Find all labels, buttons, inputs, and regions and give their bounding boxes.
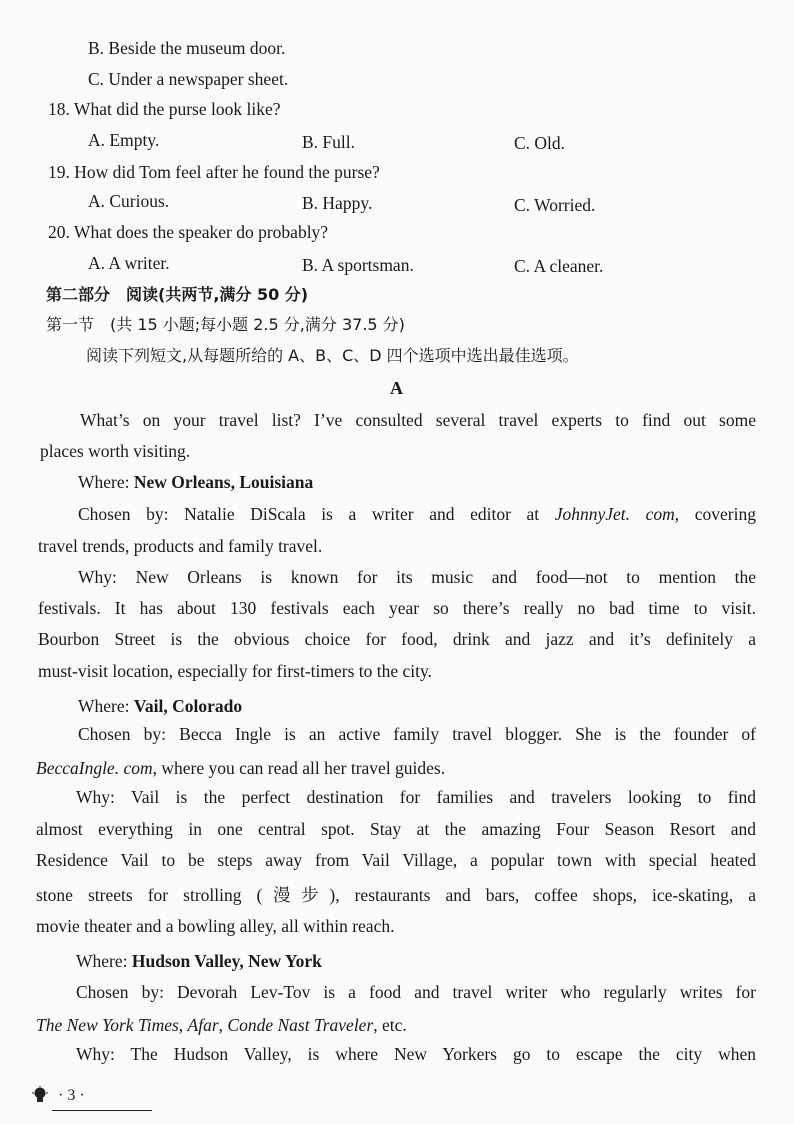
place3-why-line-1 [76,1042,756,1066]
separator: , [218,1015,228,1035]
place3-chosen-text: Devorah Lev-Tov is a food and travel writer who regularly writes for [177,982,756,1002]
place2-why-line-2: almost everything in one central spot. Stay at the amazing Four Season Resort and [36,819,756,839]
lightbulb-icon [32,1086,48,1106]
place1-name: New Orleans, Louisiana [133,472,314,492]
q18-option-a: A. Empty. [88,130,160,150]
intro-line-1: What’s on your travel list? I’ve consulted several travel experts to find out some [80,410,756,430]
place1-why-line-4: must-visit location, especially for first-timers to the city. [38,661,432,681]
q19-option-b: B. Happy. [302,193,373,213]
place2-chosen-line-2 [36,756,445,780]
chosen-label: Chosen by: [78,724,166,744]
place3-chosen-line-1 [76,980,756,1004]
place2-why-text: Vail is the perfect destination for families and travelers looking to find [131,787,756,807]
place3-chosen-line-2 [36,1013,407,1037]
intro-line-2: places worth visiting. [40,441,191,461]
place1-why-line-2: festivals. It has about 130 festivals each year so there’s really no bad time to visit. [38,598,756,618]
place2-why-line-3: Residence Vail to be steps away from Vail Village, a popular town with special heated [36,850,756,870]
place1-website: JohnnyJet. com [554,504,675,524]
place2-why-line-4: stone streets for strolling (漫步), restaurants and bars, coffee shops, ice-skating, a [36,885,756,905]
passage-letter: A [390,378,403,398]
place1-where [78,470,313,494]
separator: , [178,1015,188,1035]
where-label: Where: [78,472,130,492]
publication-tail: , etc. [373,1015,407,1035]
page-number: · 3 · [58,1087,85,1104]
section-one-heading: 第一节 (共 15 小题;每小题 2.5 分,满分 37.5 分) [46,315,405,334]
q17-option-b: B. Beside the museum door. [88,38,286,58]
q19-stem: 19. How did Tom feel after he found the purse? [48,162,380,182]
why-label: Why: [76,787,115,807]
publication-afar: Afar [187,1015,219,1035]
instruction-text: 阅读下列短文,从每题所给的 A、B、C、D 四个选项中选出最佳选项。 [86,346,579,365]
place1-why-text: New Orleans is known for its music and food—not to mention the [135,567,756,587]
place1-chosen-line-2: travel trends, products and family travel. [38,536,323,556]
place1-why-line-3: Bourbon Street is the obvious choice for food, drink and jazz and it’s definitely a [38,629,756,649]
chosen-label: Chosen by: [76,982,164,1002]
place1-chosen-text: Natalie DiScala is a writer and editor at [184,504,555,524]
footer-rule [52,1110,152,1111]
place2-website: BeccaIngle. com [36,758,153,778]
place1-chosen-tail: , covering [674,504,756,524]
place3-why-text: The Hudson Valley, is where New Yorkers go to escape the city when [130,1044,756,1064]
why-label: Why: [78,567,117,587]
q20-stem: 20. What does the speaker do probably? [48,222,329,242]
place3-where [76,949,322,973]
q20-option-c: C. A cleaner. [514,256,604,276]
why-label: Why: [76,1044,115,1064]
place2-why-line-1 [76,785,756,809]
q19-option-a: A. Curious. [88,191,170,211]
place2-chosen-line-1 [78,722,756,746]
place2-chosen-text: Becca Ingle is an active family travel blogger. She is the founder of [179,724,757,744]
q18-stem: 18. What did the purse look like? [48,99,281,119]
q20-option-b: B. A sportsman. [302,255,414,275]
q18-option-b: B. Full. [302,132,356,152]
publication-nyt: The New York Times [36,1015,179,1035]
q20-option-a: A. A writer. [88,253,170,273]
where-label: Where: [76,951,128,971]
where-label: Where: [78,696,130,716]
place1-chosen-line-1 [78,502,756,526]
publication-cnt: Conde Nast Traveler [227,1015,374,1035]
place1-why-line-1 [78,565,756,589]
place3-name: Hudson Valley, New York [131,951,322,971]
place2-name: Vail, Colorado [133,696,243,716]
place2-where [78,694,242,718]
part-two-heading: 第二部分 阅读(共两节,满分 50 分) [46,285,309,304]
q19-option-c: C. Worried. [514,195,596,215]
place2-why-line-5: movie theater and a bowling alley, all within reach. [36,916,395,936]
q18-option-c: C. Old. [514,133,566,153]
place2-chosen-tail: , where you can read all her travel guides. [152,758,446,778]
chosen-label: Chosen by: [78,504,169,524]
q17-option-c: C. Under a newspaper sheet. [88,69,289,89]
